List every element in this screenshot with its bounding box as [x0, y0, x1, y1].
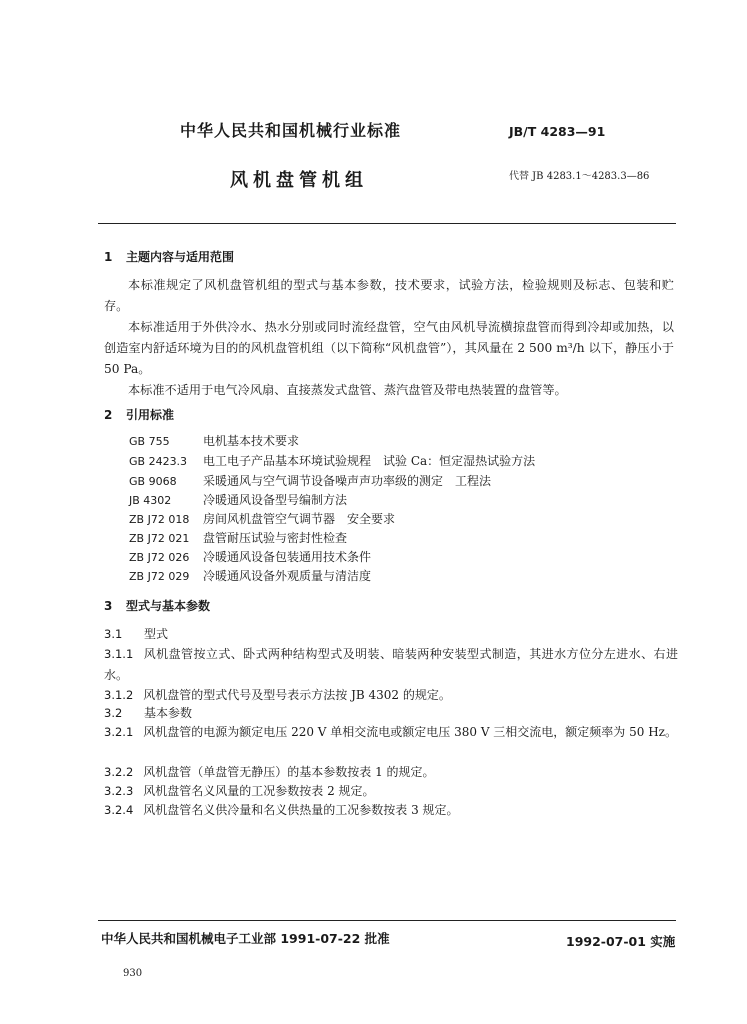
section-number: 2 — [104, 408, 113, 422]
reference-code: ZB J72 021 — [129, 532, 190, 545]
clause-text: 风机盘管的型式代号及型号表示方法按 JB 4302 的规定。 — [143, 688, 451, 702]
reference-title: 冷暖通风设备型号编制方法 — [203, 493, 348, 507]
reference-title: 冷暖通风设备包装通用技术条件 — [203, 550, 372, 564]
reference-item — [129, 452, 535, 469]
approval-note: 中华人民共和国机械电子工业部 1991-07-22 批准 — [101, 931, 390, 946]
clause-text: 风机盘管名义风量的工况参数按表 2 规定。 — [143, 784, 375, 798]
reference-item — [129, 510, 395, 527]
reference-title: 电工电子产品基本环境试验规程 试验 Ca：恒定湿热试验方法 — [203, 454, 536, 468]
section-1-paragraph-2: 本标准适用于外供冷水、热水分别或同时流经盘管，空气由风机导流横掠盘管而得到冷却或加热，以创造室内舒适环境为目的的风机盘管机组（以下简称“风机盘管”），其风量在 2 500 m³/h 以下，静压小于 50 Pa。 — [104, 320, 674, 376]
standard-number: JB/T 4283—91 — [509, 124, 606, 139]
section-3-heading — [104, 597, 210, 614]
reference-code: ZB J72 026 — [129, 551, 190, 564]
section-title: 型式与基本参数 — [126, 599, 211, 613]
clause-3-1-1 — [104, 644, 678, 686]
reference-code: GB 755 — [129, 435, 170, 448]
section-number: 3 — [104, 599, 113, 613]
reference-title: 电机基本技术要求 — [203, 434, 300, 448]
section-title: 引用标准 — [126, 408, 175, 422]
issuing-organization: 中华人民共和国机械行业标准 — [180, 121, 402, 140]
subsection-3-2-heading — [104, 704, 192, 721]
clause-number: 3.2.3 — [104, 784, 134, 798]
reference-title: 冷暖通风设备外观质量与清洁度 — [203, 569, 372, 583]
clause-3-2-1 — [104, 722, 678, 743]
clause-number: 3.1.2 — [104, 688, 134, 702]
reference-item — [129, 567, 371, 584]
section-2-heading — [104, 406, 174, 423]
section-title: 主题内容与适用范围 — [126, 250, 235, 264]
clause-number: 3.2.4 — [104, 803, 134, 817]
page-number: 930 — [123, 968, 143, 979]
subsection-title: 基本参数 — [144, 706, 193, 720]
reference-item — [129, 472, 491, 489]
footer-rule — [98, 920, 676, 921]
reference-code: ZB J72 029 — [129, 570, 190, 583]
effective-date: 1992-07-01 实施 — [566, 934, 676, 949]
clause-number: 3.1.1 — [104, 647, 134, 661]
section-1-heading — [104, 248, 234, 265]
clause-3-1-2 — [104, 685, 678, 706]
section-number: 1 — [104, 250, 113, 264]
section-1-paragraph-3: 本标准不适用于电气冷风扇、直接蒸发式盘管、蒸汽盘管及带电热装置的盘管等。 — [128, 383, 567, 397]
clause-3-2-4 — [104, 800, 678, 821]
reference-item — [129, 529, 347, 546]
subsection-number: 3.1 — [104, 627, 123, 641]
header-rule — [98, 223, 676, 224]
reference-item — [129, 491, 347, 508]
clause-number: 3.2.2 — [104, 765, 134, 779]
subsection-3-1-heading — [104, 625, 168, 642]
replaces-note: 代替 JB 4283.1～4283.3—86 — [509, 171, 650, 182]
clause-text: 风机盘管按立式、卧式两种结构型式及明装、暗装两种安装型式制造，其进水方位分左进水、右进水。 — [104, 647, 678, 682]
clause-text: 风机盘管名义供冷量和名义供热量的工况参数按表 3 规定。 — [143, 803, 459, 817]
clause-number: 3.2.1 — [104, 725, 134, 739]
clause-text: 风机盘管（单盘管无静压）的基本参数按表 1 的规定。 — [143, 765, 435, 779]
reference-item — [129, 548, 371, 565]
section-1-paragraph-1: 本标准规定了风机盘管机组的型式与基本参数，技术要求，试验方法，检验规则及标志、包装和贮存。 — [104, 278, 674, 313]
reference-item — [129, 432, 299, 449]
reference-code: GB 9068 — [129, 475, 177, 488]
clause-text: 风机盘管的电源为额定电压 220 V 单相交流电或额定电压 380 V 三相交流电，额定频率为 50 Hz。 — [143, 725, 677, 739]
reference-title: 盘管耐压试验与密封性检查 — [203, 531, 348, 545]
subsection-title: 型式 — [144, 627, 169, 641]
clause-3-2-2 — [104, 762, 678, 783]
reference-title: 房间风机盘管空气调节器 安全要求 — [203, 512, 396, 526]
reference-code: JB 4302 — [129, 494, 172, 507]
subsection-number: 3.2 — [104, 706, 123, 720]
reference-title: 采暖通风与空气调节设备噪声声功率级的测定 工程法 — [203, 474, 492, 488]
document-title: 风机盘管机组 — [230, 170, 368, 191]
reference-code: ZB J72 018 — [129, 513, 190, 526]
clause-3-2-3 — [104, 781, 678, 802]
reference-code: GB 2423.3 — [129, 455, 188, 468]
